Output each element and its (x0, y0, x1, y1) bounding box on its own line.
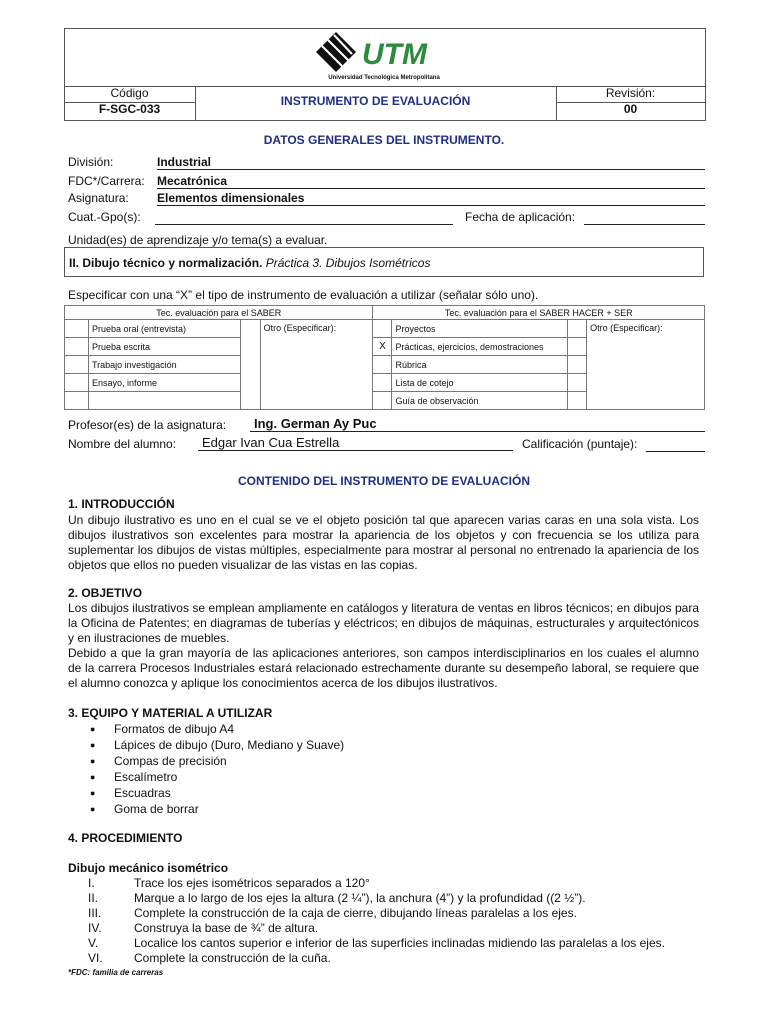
s2-title: 2. OBJETIVO (68, 586, 143, 600)
s2-text-block (68, 601, 699, 691)
hacer-header: Tec. evaluación para el SABER HACER + SER (373, 306, 705, 320)
bullet-icon: ● (90, 788, 96, 798)
list-item-text: Escalímetro (114, 770, 178, 784)
fdc-label: FDC*/Carrera: (68, 174, 145, 188)
calificacion-label: Calificación (puntaje): (522, 437, 638, 451)
saber-item: Ensayo, informe (88, 374, 240, 392)
step-text: Trace los ejes isométricos separados a 120° (134, 876, 370, 890)
unidad-label: Unidad(es) de aprendizaje y/o tema(s) a evaluar. (68, 233, 328, 247)
especificar-text: Especificar con una “X” el tipo de instrumento de evaluación a utilizar (señalar sólo uno). (68, 288, 539, 302)
hacer-item: Lista de cotejo (392, 374, 568, 392)
cuat-label: Cuat.-Gpo(s): (68, 210, 141, 224)
hacer-checkbox[interactable] (373, 356, 392, 374)
s2-text-2: Debido a que la gran mayoría de las aplicaciones anteriores, son campos interdisciplinarios en los cuales el alumno de la carrera Procesos Industriales estará relacionado estrechamente durante su desempeño laboral, se requiere que el alumno conozca y aplique los conocimientos acerca de los dibujos ilustrativos. (68, 646, 699, 690)
step-numeral: II. (88, 891, 99, 905)
division-value: Industrial (157, 155, 705, 170)
saber-header: Tec. evaluación para el SABER (65, 306, 373, 320)
list-item (90, 754, 490, 770)
division-label: División: (68, 155, 114, 169)
alumno-label: Nombre del alumno: (68, 437, 177, 451)
bullet-icon: ● (90, 756, 96, 766)
s4-title: 4. PROCEDIMIENTO (68, 831, 183, 845)
hacer-otro-checkbox[interactable] (568, 392, 587, 410)
bullet-icon: ● (90, 740, 96, 750)
list-item-text: Compas de precisión (114, 754, 227, 768)
codigo-label: Código (110, 86, 149, 100)
hacer-checkbox[interactable] (373, 374, 392, 392)
list-item (88, 906, 708, 921)
list-item (90, 738, 490, 754)
list-item-text: Lápices de dibujo (Duro, Mediano y Suave) (114, 738, 345, 752)
saber-checkbox[interactable] (65, 338, 89, 356)
s4-steps (88, 876, 708, 966)
asignatura-label: Asignatura: (68, 191, 129, 205)
s3-title: 3. EQUIPO Y MATERIAL A UTILIZAR (68, 706, 273, 720)
list-item (90, 722, 490, 738)
s1-title: 1. INTRODUCCIÓN (68, 497, 175, 511)
unidad-box (64, 247, 704, 277)
saber-item: Prueba escrita (88, 338, 240, 356)
list-item (90, 786, 490, 802)
codigo-value: F-SGC-033 (98, 102, 161, 116)
hacer-otro-checkbox[interactable] (568, 374, 587, 392)
saber-item: Trabajo investigación (88, 356, 240, 374)
saber-checkbox[interactable] (65, 374, 89, 392)
step-numeral: I. (88, 876, 95, 890)
calificacion-field[interactable] (646, 437, 705, 452)
hacer-otro: Otro (Especificar): (587, 320, 705, 410)
footnote: *FDC: familia de carreras (68, 968, 164, 977)
list-item (90, 802, 490, 818)
saber-checkbox[interactable] (65, 356, 89, 374)
list-item (88, 951, 708, 966)
step-numeral: IV. (88, 921, 102, 935)
s1-text: Un dibujo ilustrativo es uno en el cual se ve el objeto posición tal que aparecen varias caras en una sola vista. Los dibujos ilustrativos son excelentes para mostrar la apariencia de los objetos y con frecuencia se los utiliza para suplementar los dibujos de vistas múltiples, especialmente para mostrar al personal no entrenado la apariencia de los objetos que ellos no pueden visualizar de las vistas en las copias. (68, 513, 699, 572)
profesor-label: Profesor(es) de la asignatura: (68, 418, 227, 432)
cuat-field[interactable] (155, 210, 453, 225)
step-text: Localice los cantos superior e inferior de las superficies inclinadas midiendo las paralelas a los ejes. (134, 936, 665, 950)
list-item (88, 876, 708, 891)
hacer-item: Proyectos (392, 320, 568, 338)
revision-value: 00 (623, 102, 638, 116)
step-text: Complete la construcción de la cuña. (134, 951, 331, 965)
list-item (88, 936, 708, 951)
list-item-text: Formatos de dibujo A4 (114, 722, 235, 736)
saber-checkbox[interactable] (65, 320, 89, 338)
hacer-checkbox[interactable] (373, 320, 392, 338)
s3-list (90, 722, 490, 818)
step-text: Complete la construcción de la caja de cierre, dibujando líneas paralelas a los ejes. (134, 906, 577, 920)
step-numeral: V. (88, 936, 99, 950)
university-name: Universidad Tecnológica Metropolitana (328, 75, 440, 81)
asignatura-value: Elementos dimensionales (157, 191, 705, 206)
hacer-checkbox[interactable]: X (373, 338, 392, 356)
hacer-otro-checkbox[interactable] (568, 320, 587, 338)
hacer-item: Rúbrica (392, 356, 568, 374)
saber-item-empty (88, 392, 240, 410)
hacer-item: Prácticas, ejercicios, demostraciones (392, 338, 568, 356)
s1-text-block (68, 513, 699, 573)
unidad-tema: II. Dibujo técnico y normalización. (69, 256, 263, 270)
bullet-icon: ● (90, 724, 96, 734)
hacer-otro-checkbox[interactable] (568, 338, 587, 356)
step-text: Construya la base de ¾” de altura. (134, 921, 319, 935)
evaluation-table (64, 305, 705, 410)
alumno-value: Edgar Ivan Cua Estrella (198, 435, 513, 451)
saber-otro: Otro (Especificar): (260, 320, 373, 410)
list-item (90, 770, 490, 786)
hacer-checkbox[interactable] (373, 392, 392, 410)
saber-checkbox[interactable] (65, 392, 89, 410)
hacer-otro-checkbox[interactable] (568, 356, 587, 374)
profesor-value: Ing. German Ay Puc (250, 416, 705, 432)
list-item-text: Goma de borrar (114, 802, 199, 816)
list-item (88, 891, 708, 906)
saber-otro-checkbox[interactable] (240, 320, 260, 410)
s4-subtitle: Dibujo mecánico isométrico (68, 861, 229, 875)
step-numeral: VI. (88, 951, 103, 965)
unidad-practica: Práctica 3. Dibujos Isométricos (265, 256, 431, 270)
logo-text: UTM (362, 38, 427, 71)
bullet-icon: ● (90, 772, 96, 782)
hacer-item: Guía de observación (392, 392, 568, 410)
document-title: INSTRUMENTO DE EVALUACIÓN (280, 94, 471, 108)
list-item-text: Escuadras (114, 786, 171, 800)
list-item (88, 921, 708, 936)
general-section-title: DATOS GENERALES DEL INSTRUMENTO. (263, 133, 505, 147)
fdc-value: Mecatrónica (157, 174, 705, 189)
fecha-field[interactable] (584, 210, 705, 225)
saber-item: Prueba oral (entrevista) (88, 320, 240, 338)
content-section-title: CONTENIDO DEL INSTRUMENTO DE EVALUACIÓN (237, 474, 530, 488)
s2-text-1: Los dibujos ilustrativos se emplean ampliamente en catálogos y literatura de ventas en libros técnicos; en dibujos para la Oficina de Patentes; en diagramas de tuberías y eléctricos; en dibujos de máquinas, estructurales y arquitectónicos y en ilustraciones de muebles. (68, 601, 699, 645)
revision-label: Revisión: (605, 86, 656, 100)
step-numeral: III. (88, 906, 102, 920)
fecha-label: Fecha de aplicación: (465, 210, 576, 224)
step-text: Marque a lo largo de los ejes la altura (2 ¼”), la anchura (4”) y la profundidad ((2 ½”). (134, 891, 586, 905)
bullet-icon: ● (90, 804, 96, 814)
